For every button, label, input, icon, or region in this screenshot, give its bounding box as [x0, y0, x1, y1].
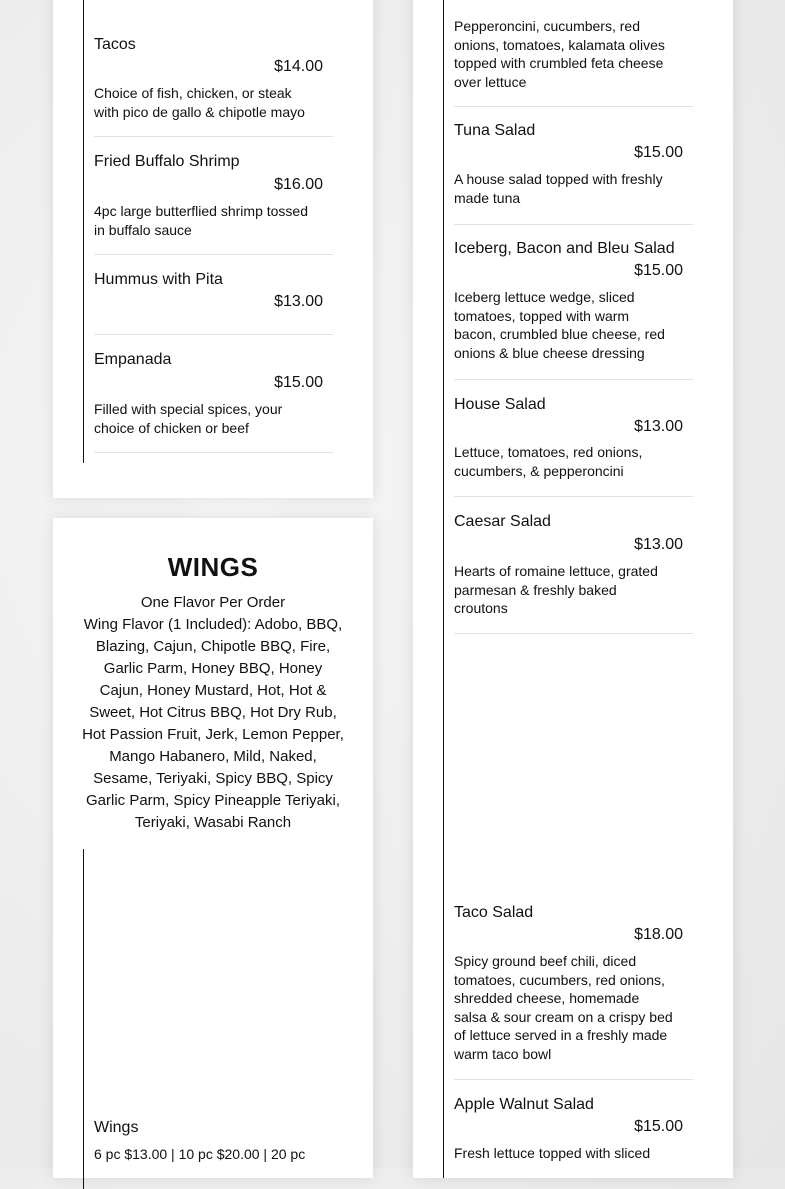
item-price: $13.00: [274, 293, 323, 310]
item-name: Apple Walnut Salad: [454, 1096, 594, 1113]
section-subtitle: One Flavor Per Order: [140, 594, 286, 611]
item-name: Tuna Salad: [454, 122, 536, 139]
item-name: Fried Buffalo Shrimp: [94, 153, 240, 170]
item-name: Empanada: [94, 351, 172, 368]
wings-card: [53, 518, 373, 1178]
section-title: WINGS: [167, 552, 259, 582]
salads-card: [413, 0, 733, 1178]
item-price: $18.00: [634, 926, 683, 943]
item-description: Choice of fish, chicken, or steak with pico de gallo & chipotle mayo: [94, 85, 305, 120]
menu-item[interactable]: [413, 1079, 733, 1178]
menu-item[interactable]: [413, 379, 733, 496]
item-name: Iceberg, Bacon and Bleu Salad: [454, 240, 675, 257]
item-description: Lettuce, tomatoes, red onions, cucumbers, & pepperoncini: [454, 444, 643, 479]
item-name: Wings: [94, 1119, 139, 1136]
item-separator: [454, 633, 693, 634]
menu-item[interactable]: [53, 334, 373, 452]
item-description: Hearts of romaine lettuce, grated parmesan & freshly baked croutons: [454, 563, 658, 616]
menu-item[interactable]: [413, 0, 733, 106]
item-price: $15.00: [634, 1118, 683, 1135]
item-price: $15.00: [634, 262, 683, 279]
item-description: Spicy ground beef chili, diced tomatoes, cucumbers, red onions, shredded cheese, homemade salsa & sour cream on a crispy bed of lettuce served in a freshly made warm taco bowl: [454, 953, 673, 1062]
menu-item[interactable]: [53, 137, 373, 254]
item-description: 4pc large butterflied shrimp tossed in buffalo sauce: [94, 203, 308, 238]
item-description: 6 pc $13.00 | 10 pc $20.00 | 20 pc: [94, 1146, 306, 1162]
appetizers-card: [53, 0, 373, 498]
item-description: Filled with special spices, your choice of chicken or beef: [94, 401, 283, 436]
item-name: Tacos: [94, 36, 136, 53]
item-price: $13.00: [634, 536, 683, 553]
menu-item[interactable]: [413, 898, 733, 1079]
menu-item[interactable]: [413, 496, 733, 633]
item-price: $13.00: [634, 418, 683, 435]
menu-item[interactable]: [53, 0, 373, 137]
item-name: Caesar Salad: [454, 513, 551, 530]
item-price: $15.00: [634, 144, 683, 161]
item-price: $14.00: [274, 58, 323, 75]
item-separator: [94, 452, 333, 453]
item-price: $16.00: [274, 176, 323, 193]
wing-flavor-list: Wing Flavor (1 Included): Adobo, BBQ, Blazing, Cajun, Chipotle BBQ, Fire, Garlic Parm, Honey BBQ, Honey Cajun, Honey Mustard, Hot, Hot & Sweet, Hot Citrus BBQ, Hot Dry Rub, Hot Passion Fruit, Jerk, Lemon Pepper, Mango Habanero, Mild, Naked, Sesame, Teriyaki, Spicy BBQ, Spicy Garlic Parm, Spicy Pineapple Teriyaki, Teriyaki, Wasabi Ranch: [82, 616, 344, 831]
item-name: Hummus with Pita: [94, 271, 223, 288]
item-price: [634, 0, 683, 2]
item-description: Fresh lettuce topped with sliced: [454, 1145, 651, 1161]
item-description: A house salad topped with freshly made tuna: [454, 171, 663, 206]
menu-item[interactable]: [53, 254, 373, 334]
menu-item[interactable]: [413, 224, 733, 379]
item-price: $15.00: [274, 374, 323, 391]
item-name: Taco Salad: [454, 904, 534, 921]
menu-item[interactable]: [413, 106, 733, 224]
item-name: House Salad: [454, 396, 546, 413]
item-description: Iceberg lettuce wedge, sliced tomatoes, topped with warm bacon, crumbled blue cheese, red onions & blue cheese dressing: [454, 289, 665, 361]
item-description: Pepperoncini, cucumbers, red onions, tomatoes, kalamata olives topped with crumbled feta cheese over lettuce: [454, 18, 665, 90]
